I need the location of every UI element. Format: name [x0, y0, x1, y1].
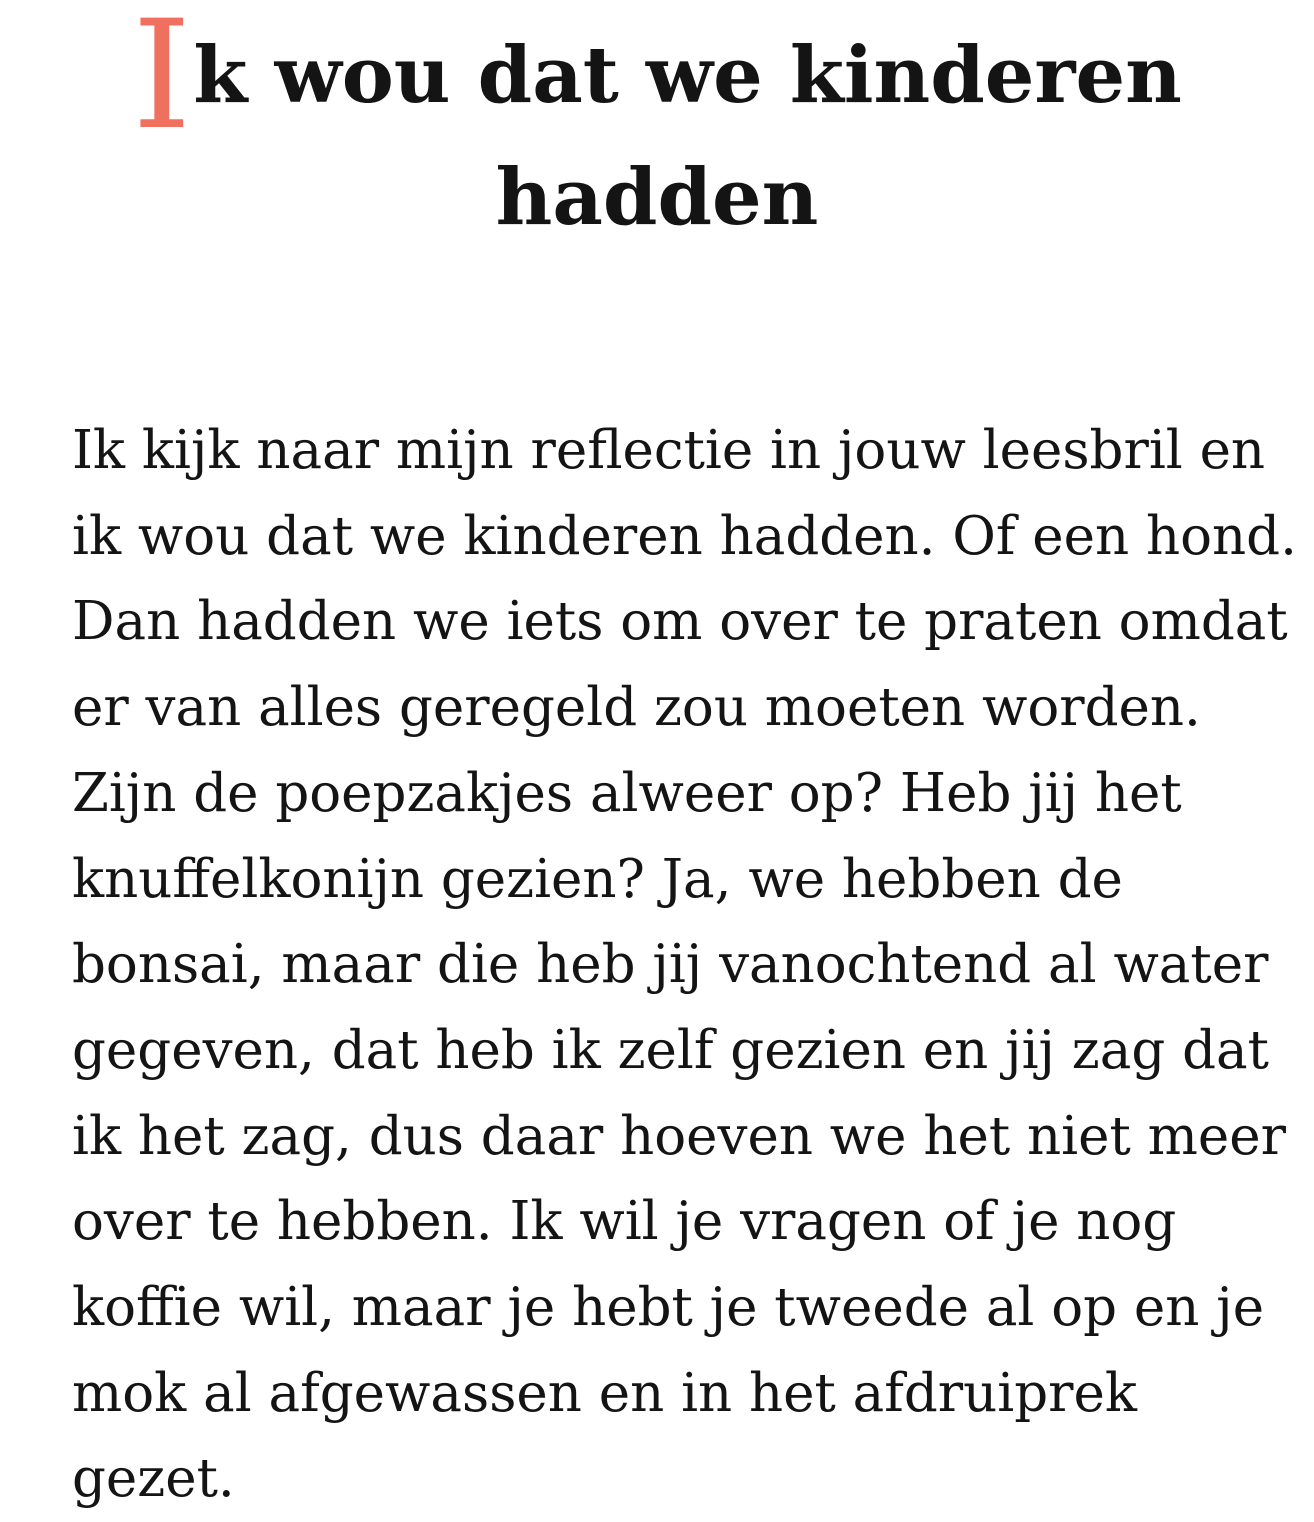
body-line: Zijn de poepzakjes alweer op? Heb jij het: [72, 762, 1182, 824]
title-line-2: hadden: [495, 152, 819, 243]
body-line: bonsai, maar die heb jij vanochtend al water: [72, 934, 1269, 996]
body-line: Dan hadden we iets om over te praten omdat: [72, 591, 1288, 653]
body-line: koffie wil, maar je hebt je tweede al op en je: [72, 1277, 1265, 1339]
body-line: gezet.: [72, 1448, 235, 1510]
title-drop-cap: I: [132, 0, 192, 163]
body-line: Ik kijk naar mijn reflectie in jouw leesbril en: [72, 420, 1266, 481]
body-line: ik wou dat we kinderen hadden. Of een hond.: [72, 505, 1297, 567]
body-line: er van alles geregeld zou moeten worden.: [72, 677, 1201, 739]
body-line: knuffelkonijn gezien? Ja, we hebben de: [72, 848, 1123, 910]
body-line: over te hebben. Ik wil je vragen of je nog: [72, 1191, 1177, 1253]
body-line: ik het zag, dus daar hoeven we het niet meer: [72, 1105, 1286, 1167]
title-line-1-text: k wou dat we kinderen: [193, 30, 1182, 121]
article-body: [72, 408, 1297, 1522]
title-line-1: [0, 0, 1314, 163]
body-line: mok al afgewassen en in het afdruiprek: [72, 1362, 1137, 1424]
body-line: gegeven, dat heb ik zelf gezien en jij zag dat: [72, 1019, 1269, 1081]
